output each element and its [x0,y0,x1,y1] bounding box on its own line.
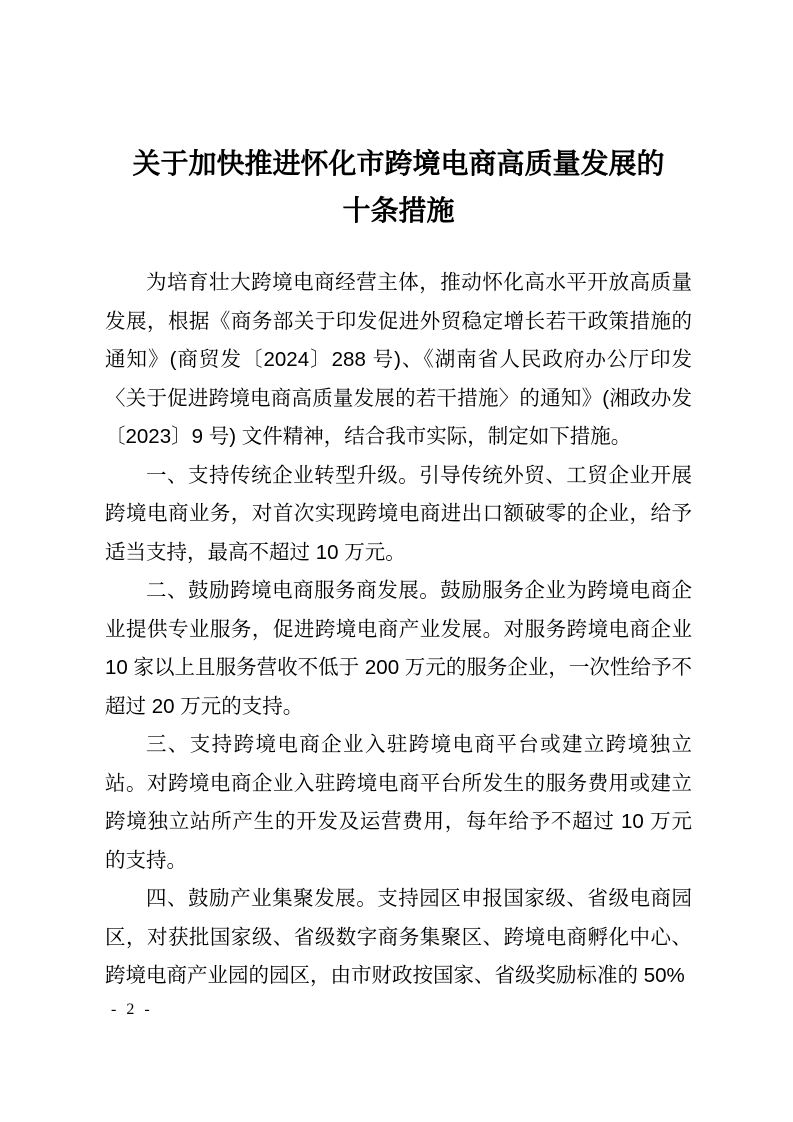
paragraph-measure-1: 一、支持传统企业转型升级。引导传统外贸、工贸企业开展跨境电商业务，对首次实现跨境电商进出口额破零的企业，给予适当支持，最高不超过 10 万元。 [105,463,692,564]
title-line-2: 十条措施 [342,195,455,226]
paragraph-measure-2: 二、鼓励跨境电商服务商发展。鼓励服务企业为跨境电商企业提供专业服务，促进跨境电商产业发展。对服务跨境电商企业 10 家以上且服务营收不低于 200 万元的服务企业，一次性给予不超过 20 万元的支持。 [105,579,692,718]
document-title [105,140,692,234]
page-footer [111,1001,153,1019]
document-body [105,264,692,996]
paragraph-intro: 为培育壮大跨境电商经营主体，推动怀化高水平开放高质量发展，根据《商务部关于印发促进外贸稳定增长若干政策措施的通知》(商贸发〔2024〕288 号)、《湖南省人民政府办公厅印发〈关于促进跨境电商高质量发展的若干措施〉的通知》(湘政办发〔2023〕9 号) 文件精神，结合我市实际，制定如下措施。 [105,271,692,448]
title-line-1: 关于加快推进怀化市跨境电商高质量发展的 [132,148,665,179]
page-number: - 2 - [111,1001,153,1018]
paragraph-measure-4: 四、鼓励产业集聚发展。支持园区申报国家级、省级电商园区，对获批国家级、省级数字商务集聚区、跨境电商孵化中心、跨境电商产业园的园区，由市财政按国家、省级奖励标准的 50% [105,887,692,987]
paragraph-measure-3: 三、支持跨境电商企业入驻跨境电商平台或建立跨境独立站。对跨境电商企业入驻跨境电商平台所发生的服务费用或建立跨境独立站所产生的开发及运营费用，每年给予不超过 10 万元的支持。 [105,733,692,872]
